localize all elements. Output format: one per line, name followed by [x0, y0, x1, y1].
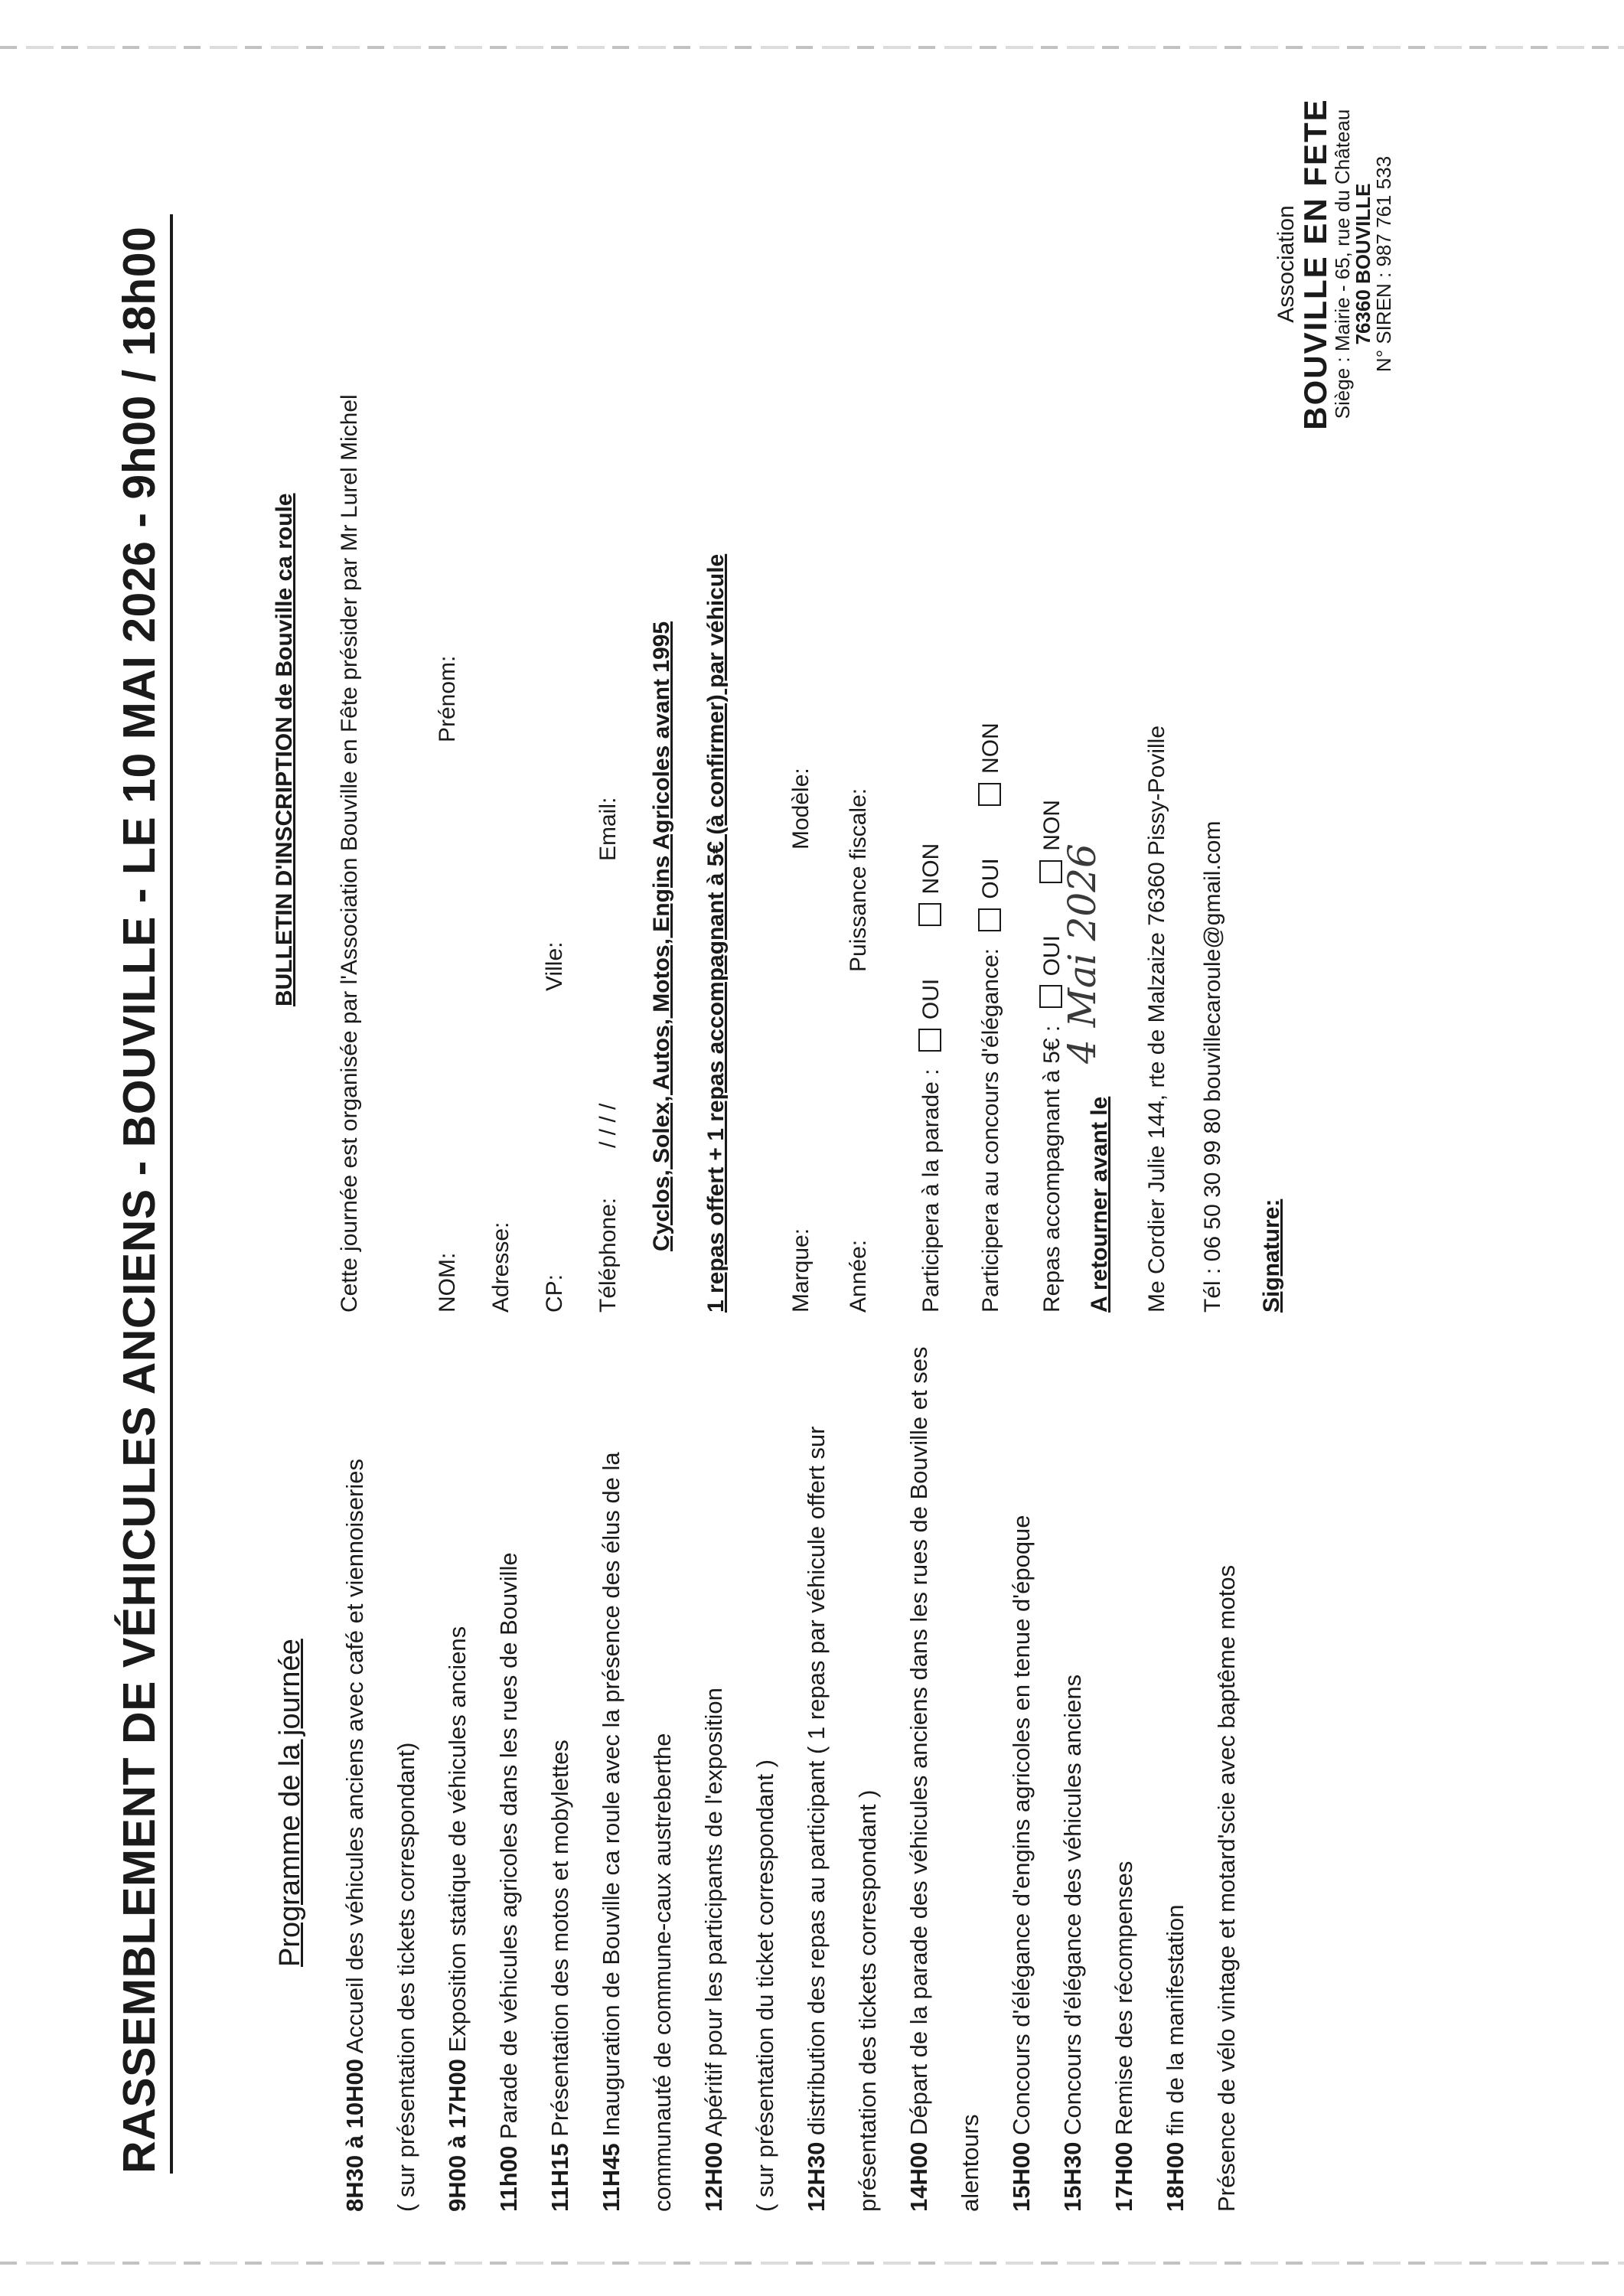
- programme-item: ( sur présentation des tickets correspondant): [393, 1742, 419, 2212]
- programme-item: 17H00 Remise des récompenses: [1110, 1861, 1137, 2212]
- label-modele[interactable]: Modèle:: [788, 768, 814, 850]
- parade-question: Participera à la parade : OUI NON: [918, 843, 944, 1313]
- repas-non-checkbox[interactable]: [1039, 860, 1062, 883]
- programme-item: Présence de vélo vintage et motard'scie avec baptême motos: [1213, 1564, 1240, 2212]
- contact-address: Me Cordier Julie 144, rte de Malzaize 76360 Pissy-Poville: [1144, 725, 1169, 1313]
- label-marque[interactable]: Marque:: [788, 1228, 814, 1313]
- label-annee[interactable]: Année:: [846, 1239, 871, 1313]
- form-heading: BULLETIN D'INSCRIPTION de Bouville ca roule: [272, 493, 297, 1006]
- label-telephone[interactable]: Téléphone:: [595, 1197, 621, 1313]
- label-nom[interactable]: NOM:: [435, 1252, 460, 1313]
- label-cp[interactable]: CP:: [542, 1274, 567, 1313]
- association-stamp: Association BOUVILLE EN FETE Siège : Mairie - 65, rue du Château 76360 BOUVILLE N° SIREN : 987 761 533: [1273, 98, 1396, 430]
- programme-item: 12H00 Apéritif pour les participants de l'exposition: [700, 1688, 727, 2212]
- label-adresse[interactable]: Adresse:: [488, 1221, 514, 1313]
- programme-item: 12H30 distribution des repas au participant ( 1 repas par véhicule offert sur présentation des tickets correspondant ): [803, 1426, 881, 2212]
- parade-non-checkbox[interactable]: [918, 903, 941, 926]
- label-puissance[interactable]: Puissance fiscale:: [846, 788, 871, 972]
- programme-item: 11h00 Parade de véhicules agricoles dans les rues de Bouville: [495, 1552, 522, 2212]
- signature-label[interactable]: Signature:: [1259, 1199, 1284, 1313]
- concours-question: Participera au concours d'élégance: OUI NON: [978, 722, 1003, 1313]
- label-prenom[interactable]: Prénom:: [435, 655, 460, 742]
- programme-item: 15H00 Concours d'élégance d'engins agricoles en tenue d'époque: [1008, 1515, 1035, 2212]
- programme-item: 18H00 fin de la manifestation: [1162, 1904, 1189, 2212]
- programme-item: 14H00 Départ de la parade des véhicules anciens dans les rues de Bouville et ses alentours: [905, 1346, 983, 2212]
- label-ville[interactable]: Ville:: [542, 941, 567, 991]
- programme-item: 11H15 Présentation des motos et mobylettes: [546, 1740, 573, 2212]
- concours-non-checkbox[interactable]: [978, 783, 1001, 806]
- form-intro: Cette journée est organisée par l'Association Bouville en Fête présider par Mr Lurel Michel: [337, 394, 362, 1313]
- programme-item: 15H30 Concours d'élégance des véhicules anciens: [1059, 1674, 1086, 2212]
- programme-list: [329, 1332, 1252, 2212]
- vehicle-categories: Cyclos, Solex, Autos, Motos, Engins Agricoles avant 1995: [649, 621, 674, 1251]
- programme-item: 8H30 à 10H00 Accueil des véhicules anciens avec café et viennoiseries: [341, 1459, 368, 2212]
- repas-oui-checkbox[interactable]: [1039, 985, 1062, 1008]
- programme-item: ( sur présentation du ticket correspondant ): [752, 1759, 778, 2212]
- phone-separators: / / / /: [595, 1103, 621, 1148]
- programme-item: 9H00 à 17H00 Exposition statique de véhicules anciens: [444, 1626, 471, 2212]
- return-deadline-label: A retourner avant le: [1087, 1096, 1112, 1313]
- handwritten-date: 4 Mai 2026: [1060, 843, 1104, 1064]
- title-underline: [170, 214, 173, 2174]
- page-title: RASSEMBLEMENT DE VÉHICULES ANCIENS - BOUVILLE - LE 10 MAI 2026 - 9h00 / 18h00: [114, 226, 165, 2174]
- programme-heading: Programme de la journée: [274, 1639, 306, 1967]
- concours-oui-checkbox[interactable]: [978, 908, 1001, 931]
- repas-question: Repas accompagnant à 5€ : OUI NON: [1039, 800, 1065, 1313]
- programme-item: 11H45 Inauguration de Bouville ca roule avec la présence des élus de la communauté de commune-caux austreberthe: [598, 1452, 676, 2212]
- parade-oui-checkbox[interactable]: [918, 1029, 941, 1052]
- meal-offer: 1 repas offert + 1 repas accompagnant à 5€ (à confirmer) par véhicule: [703, 553, 729, 1313]
- label-email[interactable]: Email:: [595, 797, 621, 861]
- contact-phone-email: Tél : 06 50 30 99 80 bouvillecaroule@gmail.com: [1200, 820, 1225, 1313]
